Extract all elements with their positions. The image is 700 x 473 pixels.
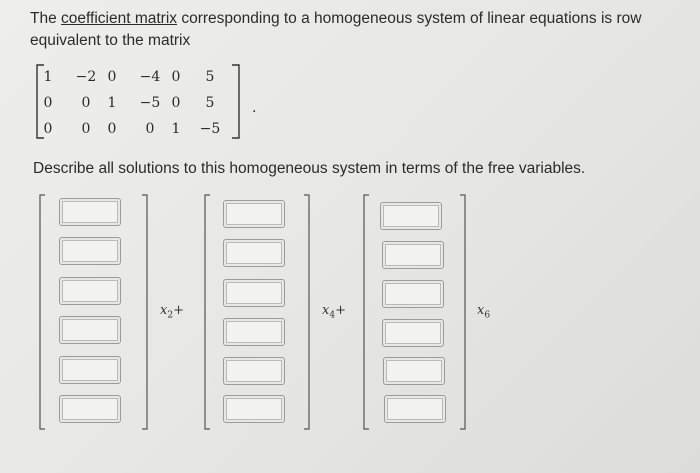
solution-vector-3 (362, 192, 472, 432)
matrix-entry-r2-c6: 5 (205, 95, 215, 111)
coefficient-matrix-link[interactable]: coefficient matrix (61, 10, 178, 27)
vector-2-entry-1[interactable] (223, 200, 285, 228)
vector-2-entry-3[interactable] (223, 279, 285, 307)
matrix-entry-r2-c3: 1 (107, 95, 117, 111)
matrix-entry-r1-c3: 0 (107, 69, 117, 85)
matrix-svg (36, 62, 266, 142)
row-reduced-matrix (36, 62, 266, 142)
matrix-right-bracket (232, 65, 239, 138)
vector-1-entry-6[interactable] (59, 395, 121, 423)
matrix-entry-r1-c5: 0 (171, 69, 181, 85)
matrix-trailing-period: . (252, 100, 257, 116)
matrix-entry-r2-c5: 0 (171, 95, 181, 111)
instruction-text: Describe all solutions to this homogeneous system in terms of the free variables. (33, 160, 586, 177)
matrix-entry-r3-c2: 0 (81, 121, 91, 137)
solution-vector-2 (203, 192, 315, 432)
free-variable-label-x2: $x_2+$ (160, 303, 184, 321)
matrix-entry-r3-c6: −5 (199, 121, 221, 137)
vector-2-entry-4[interactable] (223, 318, 285, 346)
vector-1-entry-2[interactable] (59, 237, 121, 265)
vector-3-entry-2[interactable] (382, 241, 444, 269)
question-suffix: corresponding to a homogeneous system of linear equations is row equivalent to the matrix (30, 10, 642, 49)
vector-1-entry-1[interactable] (59, 198, 121, 226)
matrix-entry-r2-c1: 0 (43, 95, 53, 111)
vector-2-entry-2[interactable] (223, 239, 285, 267)
matrix-entry-r3-c5: 1 (171, 121, 181, 137)
vector-1-entry-5[interactable] (59, 356, 121, 384)
question-prefix: The (30, 10, 62, 27)
matrix-entry-r1-c1: 1 (43, 69, 53, 85)
vector-3-entry-6[interactable] (384, 395, 446, 423)
vector-1-entry-3[interactable] (59, 277, 121, 305)
solution-vector-1 (38, 192, 153, 432)
matrix-entry-r1-c4: −4 (139, 69, 161, 85)
matrix-entry-r2-c2: 0 (81, 95, 91, 111)
free-variable-label-x6: $x_6$ (477, 303, 491, 321)
vector-3-entry-1[interactable] (380, 202, 442, 230)
matrix-entry-r3-c4: 0 (145, 121, 155, 137)
vector-1-entry-4[interactable] (59, 316, 121, 344)
matrix-entry-r3-c3: 0 (107, 121, 117, 137)
vector-3-entry-4[interactable] (382, 319, 444, 347)
vector-2-entry-5[interactable] (223, 357, 285, 385)
matrix-entry-r2-c4: −5 (139, 95, 161, 111)
vector-3-entry-5[interactable] (383, 357, 445, 385)
vector-2-entry-6[interactable] (223, 395, 285, 423)
free-variable-label-x4: $x_4+$ (322, 303, 346, 321)
matrix-entry-r3-c1: 0 (43, 121, 53, 137)
question-text (30, 8, 680, 52)
matrix-entry-r1-c2: −2 (75, 69, 97, 85)
vector-3-entry-3[interactable] (382, 280, 444, 308)
matrix-entry-r1-c6: 5 (205, 69, 215, 85)
